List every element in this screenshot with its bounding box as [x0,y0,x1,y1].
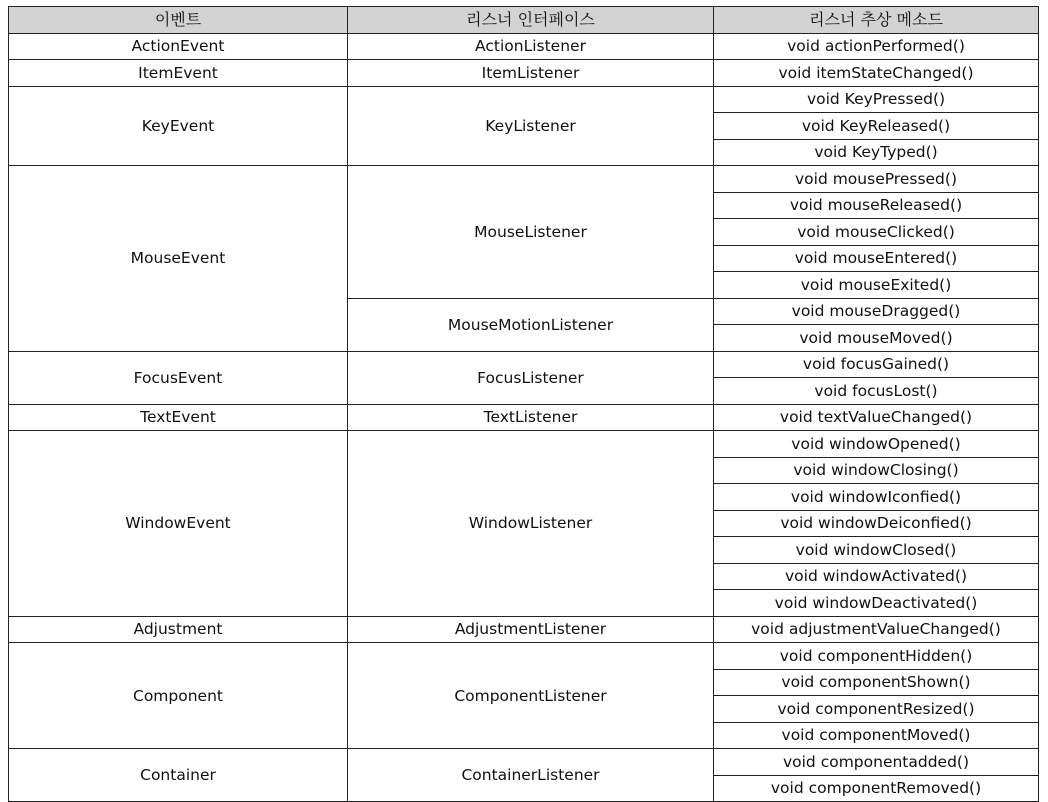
listener-interface-cell: MouseListener [348,166,714,299]
abstract-method-cell: void actionPerformed() [714,33,1039,60]
abstract-method-cell: void windowDeiconfied() [714,510,1039,537]
event-cell: ActionEvent [9,33,348,60]
event-cell: FocusEvent [9,351,348,404]
abstract-method-cell: void mouseExited() [714,272,1039,299]
event-cell: Container [9,749,348,802]
event-cell: KeyEvent [9,86,348,166]
abstract-method-cell: void mouseEntered() [714,245,1039,272]
abstract-method-cell: void mouseMoved() [714,325,1039,352]
listener-interface-cell: FocusListener [348,351,714,404]
abstract-method-cell: void windowDeactivated() [714,590,1039,617]
abstract-method-cell: void windowClosed() [714,537,1039,564]
abstract-method-cell: void componentResized() [714,696,1039,723]
event-cell: TextEvent [9,404,348,431]
abstract-method-cell: void windowOpened() [714,431,1039,458]
table-row [9,431,1039,458]
abstract-method-cell: void KeyTyped() [714,139,1039,166]
listener-interface-cell: WindowListener [348,431,714,617]
listener-interface-cell: TextListener [348,404,714,431]
abstract-method-cell: void KeyReleased() [714,113,1039,140]
abstract-method-cell: void componentHidden() [714,643,1039,670]
listener-interface-cell: ContainerListener [348,749,714,802]
header-abstract-method: 리스너 추상 메소드 [714,7,1039,34]
table-row [9,60,1039,87]
abstract-method-cell: void mousePressed() [714,166,1039,193]
table-row [9,166,1039,193]
table-body [9,33,1039,802]
event-cell: WindowEvent [9,431,348,617]
table-row [9,86,1039,113]
listener-interface-cell: ActionListener [348,33,714,60]
listener-interface-cell: MouseMotionListener [348,298,714,351]
event-cell: MouseEvent [9,166,348,352]
table-row [9,404,1039,431]
table-row [9,33,1039,60]
abstract-method-cell: void focusGained() [714,351,1039,378]
event-cell: Component [9,643,348,749]
header-event: 이벤트 [9,7,348,34]
table-row [9,643,1039,670]
table-row [9,749,1039,776]
abstract-method-cell: void windowIconfied() [714,484,1039,511]
table-row [9,351,1039,378]
table-row [9,616,1039,643]
listener-interface-cell: ComponentListener [348,643,714,749]
abstract-method-cell: void mouseDragged() [714,298,1039,325]
listener-interface-cell: AdjustmentListener [348,616,714,643]
abstract-method-cell: void componentadded() [714,749,1039,776]
abstract-method-cell: void itemStateChanged() [714,60,1039,87]
listener-interface-cell: KeyListener [348,86,714,166]
abstract-method-cell: void componentMoved() [714,722,1039,749]
header-row [9,7,1039,34]
abstract-method-cell: void componentShown() [714,669,1039,696]
abstract-method-cell: void textValueChanged() [714,404,1039,431]
abstract-method-cell: void windowClosing() [714,457,1039,484]
abstract-method-cell: void mouseClicked() [714,219,1039,246]
abstract-method-cell: void componentRemoved() [714,775,1039,802]
listener-interface-cell: ItemListener [348,60,714,87]
event-cell: Adjustment [9,616,348,643]
abstract-method-cell: void mouseReleased() [714,192,1039,219]
event-cell: ItemEvent [9,60,348,87]
abstract-method-cell: void KeyPressed() [714,86,1039,113]
header-listener-interface: 리스너 인터페이스 [348,7,714,34]
event-listener-table [8,6,1039,802]
abstract-method-cell: void adjustmentValueChanged() [714,616,1039,643]
abstract-method-cell: void windowActivated() [714,563,1039,590]
abstract-method-cell: void focusLost() [714,378,1039,405]
